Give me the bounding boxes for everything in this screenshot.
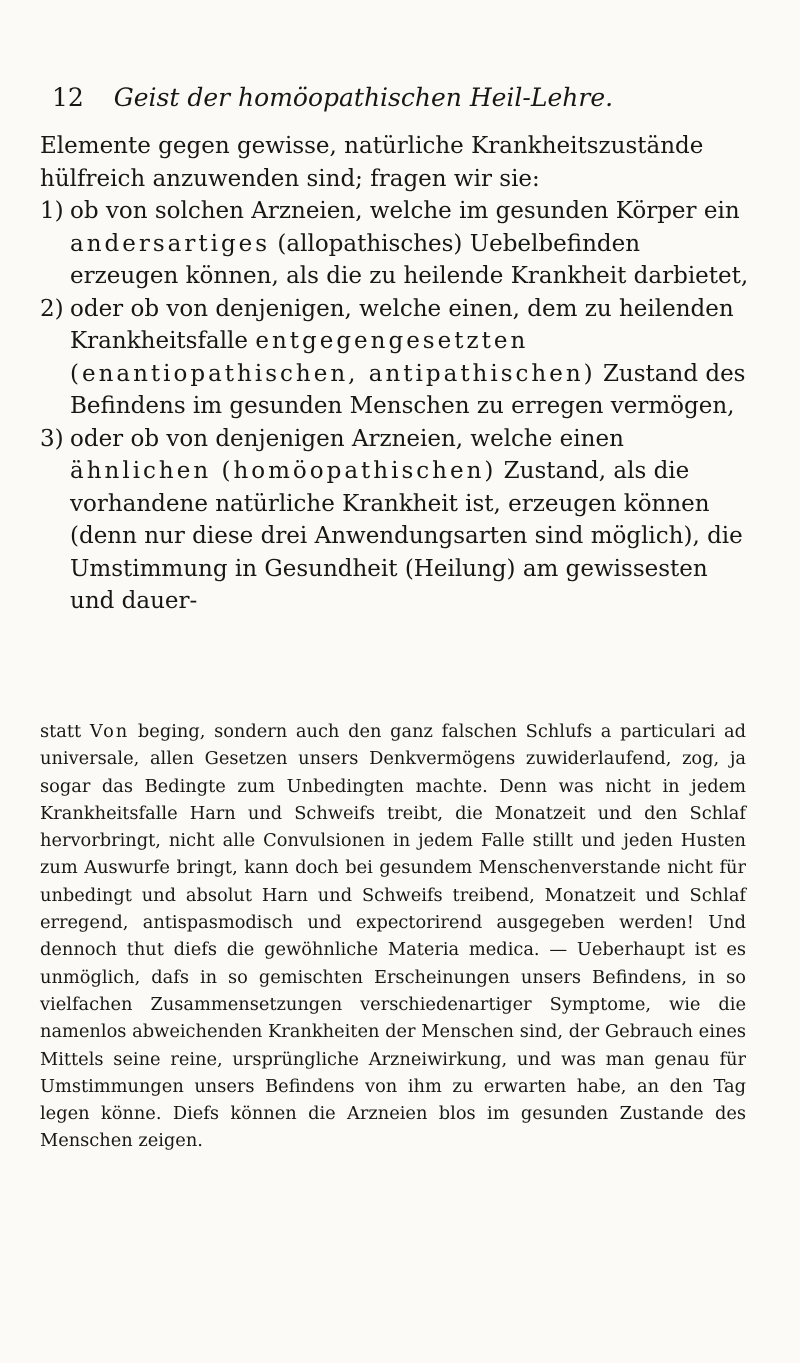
running-title: Geist der homöopathischen Heil-Lehre. <box>113 83 614 112</box>
emphasis-text: andersartiges <box>70 230 271 257</box>
item-text: oder ob von denjenigen Arzneien, welche einen <box>70 425 624 452</box>
item-text: ob von solchen Arzneien, welche im gesunden Körper ein <box>70 198 740 224</box>
emphasis-text: ähnlichen (homöopathischen) <box>70 458 497 484</box>
intro-paragraph: Elemente gegen gewisse, natürliche Krankheitszustände hülfreich anzuwenden sind; fragen wir sie: <box>40 133 704 192</box>
main-text <box>40 130 750 618</box>
item-text: (allopathisches) Uebelbefinden erzeugen können, als die zu heilende Krankheit darbietet, <box>70 230 749 289</box>
footnote <box>40 718 746 1155</box>
emphasis-text: entgegengesetzten (enantiopathischen, antipathischen) <box>70 328 596 387</box>
list-item-3 <box>40 423 750 618</box>
list-number: 1) <box>40 198 64 224</box>
page-number: 12 <box>52 83 84 112</box>
emphasis-text: Von <box>89 721 130 742</box>
item-text: Zustand des Befindens im gesunden Menschen zu erregen vermögen, <box>70 360 746 419</box>
footnote-text: beging, sondern auch den ganz falschen Schlufs a particulari ad universale, allen Gesetzen unsers Denkvermögens zuwiderlaufend, zog, ja sogar das Bedingte zum Unbedingten machte. Denn was nicht in jedem Krankheitsfalle Harn und Schweifs treibt, die Monatzeit und den Schlaf hervorbringt, nicht alle Convulsionen in jedem Falle stillt und jeden Husten zum Auswurfe bringt, kann doch bei gesundem Menschenverstande nicht für unbedingt und absolut Harn und Schweifs treibend, Monatzeit und Schlaf erregend, antispasmodisch und expectorirend ausgegeben werden! Und dennoch thut diefs die gewöhnliche Materia medica. — Ueberhaupt ist es unmöglich, dafs in so gemischten Erscheinungen unsers Befindens, in so vielfachen Zusammensetzungen verschiedenartiger Symptome, wie die namenlos abweichenden Krankheiten der Menschen sind, der Gebrauch eines Mittels seine reine, ursprüngliche Arzneiwirkung, und was man genau für Umstimmungen unsers Befindens von ihm zu erwarten habe, an den Tag legen könne. Diefs können die Arzneien blos im gesunden Zustande des Menschen zeigen. <box>40 721 746 1152</box>
list-item-1 <box>40 195 750 293</box>
list-number: 3) <box>40 425 64 452</box>
list-number: 2) <box>40 295 64 322</box>
page-header <box>52 80 752 120</box>
item-text: Zustand, als die vorhandene natürliche Krankheit ist, erzeugen können (denn nur diese drei Anwendungsarten sind möglich), die Umstimmung in Gesundheit (Heilung) am gewissesten und dauer- <box>70 458 743 614</box>
footnote-text: statt <box>40 721 90 742</box>
list-item-2 <box>40 293 750 423</box>
item-text: oder ob von denjenigen, welche einen, dem zu heilenden Krankheitsfalle <box>70 295 734 354</box>
